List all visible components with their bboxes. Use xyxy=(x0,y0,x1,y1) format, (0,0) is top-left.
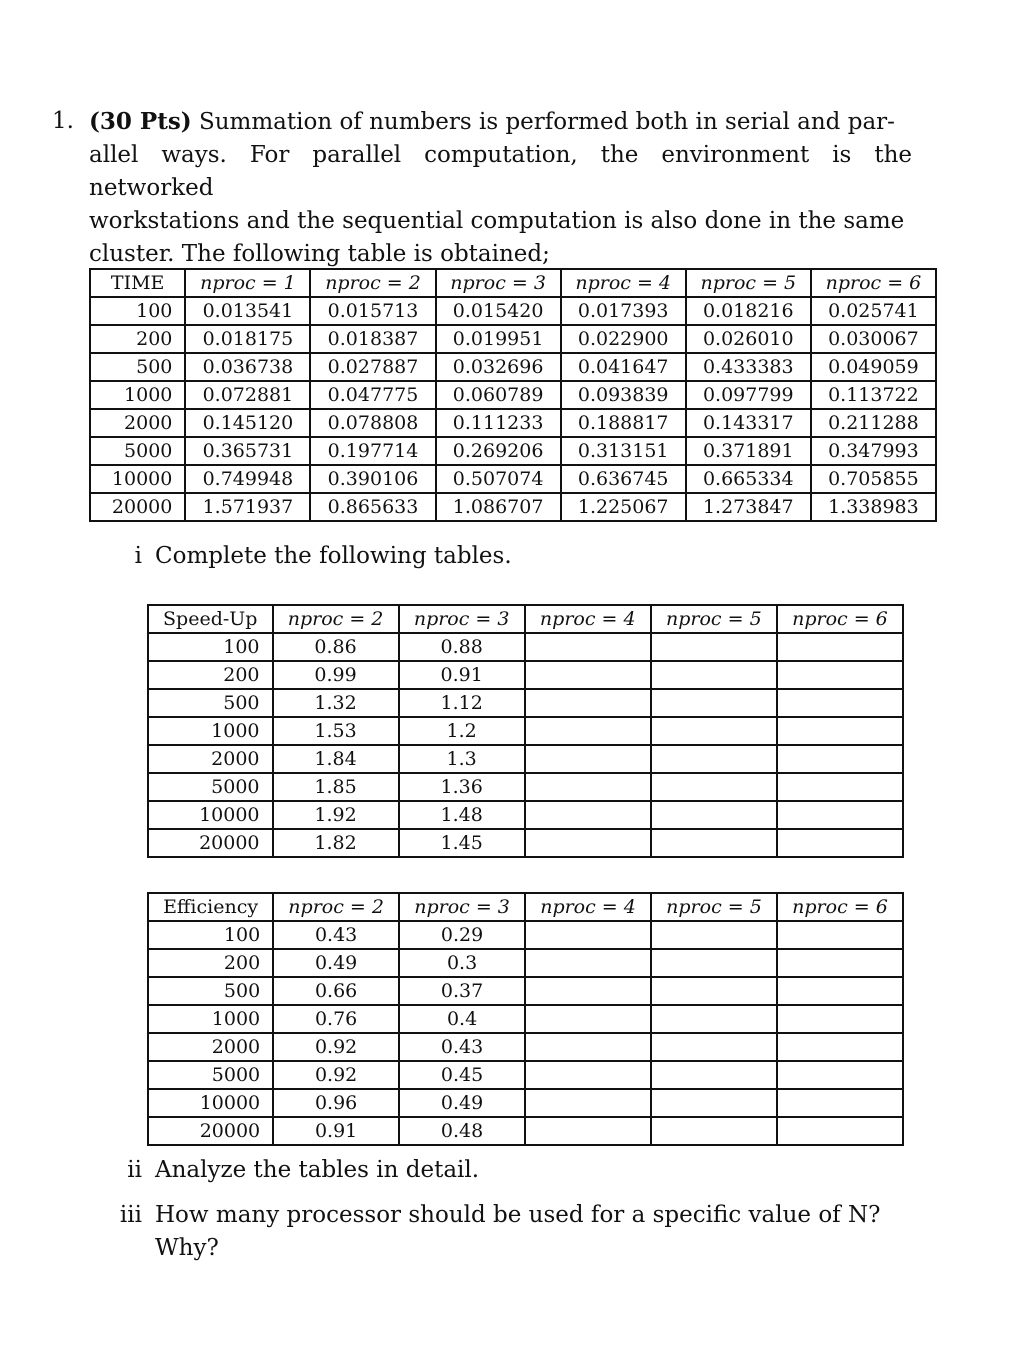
time-table-cell: 1.273847 xyxy=(686,493,811,521)
efficiency-table-cell xyxy=(651,1005,777,1033)
time-table-row-label: 200 xyxy=(90,325,185,353)
speedup-table-cell: 0.91 xyxy=(399,661,525,689)
time-table-cell: 0.018387 xyxy=(310,325,435,353)
speedup-table-column-header: nproc = 5 xyxy=(651,605,777,633)
time-table-row-label: 10000 xyxy=(90,465,185,493)
time-table-column-header: nproc = 1 xyxy=(185,269,310,297)
speedup-table-cell xyxy=(777,801,903,829)
time-table-cell: 0.032696 xyxy=(436,353,561,381)
problem-points: (30 Pts) xyxy=(89,108,192,135)
time-table-cell: 0.097799 xyxy=(686,381,811,409)
efficiency-table-cell xyxy=(525,1005,651,1033)
time-table-row xyxy=(90,353,936,381)
time-table-cell: 0.018175 xyxy=(185,325,310,353)
efficiency-table-row xyxy=(148,921,903,949)
speedup-table-cell xyxy=(777,745,903,773)
time-table-column-header: nproc = 6 xyxy=(811,269,936,297)
efficiency-table-cell xyxy=(777,1005,903,1033)
efficiency-table-column-header: nproc = 4 xyxy=(525,893,651,921)
time-table-row-label: 20000 xyxy=(90,493,185,521)
efficiency-table-cell: 0.37 xyxy=(399,977,525,1005)
time-table-cell: 0.025741 xyxy=(811,297,936,325)
subquestion-iii-numeral: iii xyxy=(119,1202,142,1228)
efficiency-table-corner-header: Efficiency xyxy=(148,893,273,921)
speedup-table-cell: 1.82 xyxy=(273,829,399,857)
efficiency-table-cell xyxy=(525,977,651,1005)
time-table-row xyxy=(90,493,936,521)
time-table-cell: 1.571937 xyxy=(185,493,310,521)
efficiency-table-cell: 0.49 xyxy=(399,1089,525,1117)
problem-statement xyxy=(52,105,912,271)
efficiency-table-cell xyxy=(777,949,903,977)
speedup-table-cell: 0.88 xyxy=(399,633,525,661)
time-table-cell: 1.086707 xyxy=(436,493,561,521)
speedup-table-column-header: nproc = 4 xyxy=(525,605,651,633)
speedup-table-row xyxy=(148,745,903,773)
speedup-table-cell xyxy=(651,773,777,801)
efficiency-table-cell xyxy=(525,1033,651,1061)
speedup-table-cell xyxy=(777,661,903,689)
time-table-cell: 0.143317 xyxy=(686,409,811,437)
time-table-column-header: nproc = 3 xyxy=(436,269,561,297)
speedup-table-row-label: 5000 xyxy=(148,773,273,801)
efficiency-table-row-label: 200 xyxy=(148,949,273,977)
efficiency-table-cell: 0.3 xyxy=(399,949,525,977)
time-table-cell: 0.371891 xyxy=(686,437,811,465)
speedup-table-row-label: 1000 xyxy=(148,717,273,745)
problem-line-2: allel ways. For parallel computation, the environment is the networked xyxy=(89,142,912,201)
efficiency-table-cell xyxy=(651,1033,777,1061)
efficiency-table xyxy=(147,892,904,1146)
efficiency-table-row-label: 20000 xyxy=(148,1117,273,1145)
speedup-table-cell xyxy=(525,689,651,717)
problem-line-1: Summation of numbers is performed both in serial and par- xyxy=(191,109,895,135)
efficiency-table-row xyxy=(148,1117,903,1145)
efficiency-table-cell xyxy=(777,1117,903,1145)
efficiency-table-cell xyxy=(651,1061,777,1089)
efficiency-table-cell xyxy=(777,977,903,1005)
time-table-cell: 0.018216 xyxy=(686,297,811,325)
time-table-row xyxy=(90,409,936,437)
efficiency-table-row xyxy=(148,1061,903,1089)
time-table-cell: 0.019951 xyxy=(436,325,561,353)
speedup-table-column-header: nproc = 3 xyxy=(399,605,525,633)
time-table-row xyxy=(90,297,936,325)
efficiency-table-cell xyxy=(651,1089,777,1117)
efficiency-table-header xyxy=(148,893,903,921)
efficiency-table-cell: 0.76 xyxy=(273,1005,399,1033)
speedup-table-cell xyxy=(525,717,651,745)
time-table-body xyxy=(90,297,936,521)
time-table-row xyxy=(90,325,936,353)
efficiency-table-cell: 0.29 xyxy=(399,921,525,949)
speedup-table-cell xyxy=(777,689,903,717)
speedup-table-cell xyxy=(651,717,777,745)
problem-line-4: cluster. The following table is obtained; xyxy=(89,241,550,267)
speedup-table xyxy=(147,604,904,858)
speedup-table-cell: 1.53 xyxy=(273,717,399,745)
speedup-table-column-header: nproc = 6 xyxy=(777,605,903,633)
speedup-table-row-label: 2000 xyxy=(148,745,273,773)
efficiency-table-cell: 0.96 xyxy=(273,1089,399,1117)
subquestion-i-numeral: i xyxy=(134,543,142,569)
time-table-header xyxy=(90,269,936,297)
speedup-table-row-label: 200 xyxy=(148,661,273,689)
time-table-row-label: 500 xyxy=(90,353,185,381)
subquestion-iii-line-2: Why? xyxy=(155,1235,219,1261)
time-table-cell: 0.072881 xyxy=(185,381,310,409)
time-table-row-label: 1000 xyxy=(90,381,185,409)
time-table-cell: 0.060789 xyxy=(436,381,561,409)
time-table-column-header: nproc = 2 xyxy=(310,269,435,297)
time-table-cell: 0.030067 xyxy=(811,325,936,353)
speedup-table-header xyxy=(148,605,903,633)
speedup-table-row xyxy=(148,801,903,829)
time-table-cell: 0.313151 xyxy=(561,437,686,465)
speedup-table-cell xyxy=(777,633,903,661)
time-table-cell: 0.015420 xyxy=(436,297,561,325)
time-table-row-label: 5000 xyxy=(90,437,185,465)
time-table-cell: 0.433383 xyxy=(686,353,811,381)
subquestion-iii-line-1: How many processor should be used for a specific value of N? xyxy=(155,1202,881,1228)
time-table-cell: 0.211288 xyxy=(811,409,936,437)
time-table-cell: 0.022900 xyxy=(561,325,686,353)
speedup-table-cell: 1.45 xyxy=(399,829,525,857)
speedup-table-cell xyxy=(651,745,777,773)
problem-number: 1. xyxy=(52,108,74,134)
efficiency-table-cell xyxy=(525,949,651,977)
time-table-cell: 1.225067 xyxy=(561,493,686,521)
speedup-table-cell xyxy=(777,773,903,801)
speedup-table-corner-header: Speed-Up xyxy=(148,605,273,633)
speedup-table-cell: 1.32 xyxy=(273,689,399,717)
efficiency-table-row-label: 10000 xyxy=(148,1089,273,1117)
efficiency-table-cell xyxy=(525,1061,651,1089)
efficiency-table-cell xyxy=(651,977,777,1005)
speedup-table-row xyxy=(148,829,903,857)
efficiency-table-row-label: 500 xyxy=(148,977,273,1005)
time-table-cell: 0.365731 xyxy=(185,437,310,465)
time-table-cell: 1.338983 xyxy=(811,493,936,521)
speedup-table-cell: 1.48 xyxy=(399,801,525,829)
speedup-table-row xyxy=(148,633,903,661)
speedup-table-cell xyxy=(525,745,651,773)
speedup-table-row xyxy=(148,661,903,689)
time-table-cell: 0.705855 xyxy=(811,465,936,493)
speedup-table-cell xyxy=(651,661,777,689)
efficiency-table-cell xyxy=(777,1089,903,1117)
time-table-cell: 0.145120 xyxy=(185,409,310,437)
efficiency-table-column-header: nproc = 5 xyxy=(651,893,777,921)
speedup-table-cell: 1.12 xyxy=(399,689,525,717)
efficiency-table-cell xyxy=(651,1117,777,1145)
efficiency-table-cell: 0.66 xyxy=(273,977,399,1005)
efficiency-table-cell xyxy=(777,1061,903,1089)
time-table-cell: 0.027887 xyxy=(310,353,435,381)
time-table-cell: 0.665334 xyxy=(686,465,811,493)
time-table-cell: 0.015713 xyxy=(310,297,435,325)
time-table-cell: 0.347993 xyxy=(811,437,936,465)
time-table-cell: 0.113722 xyxy=(811,381,936,409)
speedup-table-cell: 0.86 xyxy=(273,633,399,661)
speedup-table-row-label: 20000 xyxy=(148,829,273,857)
time-table-cell: 0.507074 xyxy=(436,465,561,493)
speedup-table-cell xyxy=(525,829,651,857)
time-table-cell: 0.036738 xyxy=(185,353,310,381)
subquestion-ii-text: Analyze the tables in detail. xyxy=(155,1157,480,1183)
efficiency-table-cell xyxy=(651,921,777,949)
time-table-row xyxy=(90,465,936,493)
time-table-row xyxy=(90,381,936,409)
efficiency-table-row xyxy=(148,1005,903,1033)
speedup-table-cell: 1.36 xyxy=(399,773,525,801)
speedup-table-row-label: 10000 xyxy=(148,801,273,829)
efficiency-table-cell: 0.43 xyxy=(273,921,399,949)
speedup-table-row xyxy=(148,773,903,801)
speedup-table-cell: 1.92 xyxy=(273,801,399,829)
subquestion-ii-numeral: ii xyxy=(127,1157,142,1183)
time-table-row-label: 100 xyxy=(90,297,185,325)
efficiency-table-cell xyxy=(651,949,777,977)
speedup-table-cell xyxy=(651,633,777,661)
time-table-cell: 0.197714 xyxy=(310,437,435,465)
efficiency-table-cell xyxy=(777,1033,903,1061)
time-table-column-header: nproc = 5 xyxy=(686,269,811,297)
time-table-cell: 0.865633 xyxy=(310,493,435,521)
efficiency-table-cell xyxy=(525,921,651,949)
time-table-cell: 0.390106 xyxy=(310,465,435,493)
efficiency-table-row xyxy=(148,1033,903,1061)
time-table-row xyxy=(90,437,936,465)
efficiency-table-column-header: nproc = 3 xyxy=(399,893,525,921)
speedup-table-cell xyxy=(651,801,777,829)
time-table-cell: 0.013541 xyxy=(185,297,310,325)
efficiency-table-row-label: 1000 xyxy=(148,1005,273,1033)
efficiency-table-column-header: nproc = 6 xyxy=(777,893,903,921)
time-table-cell: 0.269206 xyxy=(436,437,561,465)
efficiency-table-row xyxy=(148,977,903,1005)
speedup-table-cell xyxy=(525,661,651,689)
speedup-table-cell xyxy=(651,689,777,717)
efficiency-table-cell: 0.45 xyxy=(399,1061,525,1089)
problem-line-3: workstations and the sequential computation is also done in the same xyxy=(89,208,905,234)
time-table-row-label: 2000 xyxy=(90,409,185,437)
efficiency-table-row xyxy=(148,1089,903,1117)
time-table-cell: 0.078808 xyxy=(310,409,435,437)
speedup-table-cell: 1.85 xyxy=(273,773,399,801)
speedup-table-cell xyxy=(525,773,651,801)
efficiency-table-cell: 0.43 xyxy=(399,1033,525,1061)
speedup-table-cell xyxy=(525,801,651,829)
speedup-table-column-header: nproc = 2 xyxy=(273,605,399,633)
speedup-table-row-label: 100 xyxy=(148,633,273,661)
speedup-table-body xyxy=(148,633,903,857)
problem-text xyxy=(89,105,912,271)
speedup-table-row xyxy=(148,689,903,717)
efficiency-table-cell xyxy=(525,1089,651,1117)
speedup-table-cell: 0.99 xyxy=(273,661,399,689)
time-table-column-header: nproc = 4 xyxy=(561,269,686,297)
time-table-cell: 0.041647 xyxy=(561,353,686,381)
time-table-cell: 0.636745 xyxy=(561,465,686,493)
efficiency-table-cell: 0.91 xyxy=(273,1117,399,1145)
time-table-cell: 0.026010 xyxy=(686,325,811,353)
efficiency-table-body xyxy=(148,921,903,1145)
efficiency-table-cell: 0.92 xyxy=(273,1033,399,1061)
time-table-cell: 0.188817 xyxy=(561,409,686,437)
speedup-table-row-label: 500 xyxy=(148,689,273,717)
efficiency-table-row xyxy=(148,949,903,977)
speedup-table-cell xyxy=(525,633,651,661)
efficiency-table-row-label: 100 xyxy=(148,921,273,949)
efficiency-table-cell: 0.4 xyxy=(399,1005,525,1033)
time-table xyxy=(89,268,937,522)
speedup-table-cell: 1.2 xyxy=(399,717,525,745)
speedup-table-cell: 1.3 xyxy=(399,745,525,773)
subquestion-i-text: Complete the following tables. xyxy=(155,543,512,569)
speedup-table-cell xyxy=(777,717,903,745)
time-table-cell: 0.093839 xyxy=(561,381,686,409)
speedup-table-cell xyxy=(651,829,777,857)
efficiency-table-cell: 0.92 xyxy=(273,1061,399,1089)
speedup-table-row xyxy=(148,717,903,745)
subquestion-iii-text xyxy=(155,1199,912,1265)
time-table-cell: 0.017393 xyxy=(561,297,686,325)
efficiency-table-cell xyxy=(525,1117,651,1145)
efficiency-table-cell: 0.49 xyxy=(273,949,399,977)
time-table-cell: 0.749948 xyxy=(185,465,310,493)
time-table-cell: 0.047775 xyxy=(310,381,435,409)
time-table-cell: 0.111233 xyxy=(436,409,561,437)
efficiency-table-cell: 0.48 xyxy=(399,1117,525,1145)
efficiency-table-cell xyxy=(777,921,903,949)
time-table-corner-header: TIME xyxy=(90,269,185,297)
efficiency-table-row-label: 2000 xyxy=(148,1033,273,1061)
efficiency-table-row-label: 5000 xyxy=(148,1061,273,1089)
time-table-cell: 0.049059 xyxy=(811,353,936,381)
speedup-table-cell: 1.84 xyxy=(273,745,399,773)
speedup-table-cell xyxy=(777,829,903,857)
efficiency-table-column-header: nproc = 2 xyxy=(273,893,399,921)
